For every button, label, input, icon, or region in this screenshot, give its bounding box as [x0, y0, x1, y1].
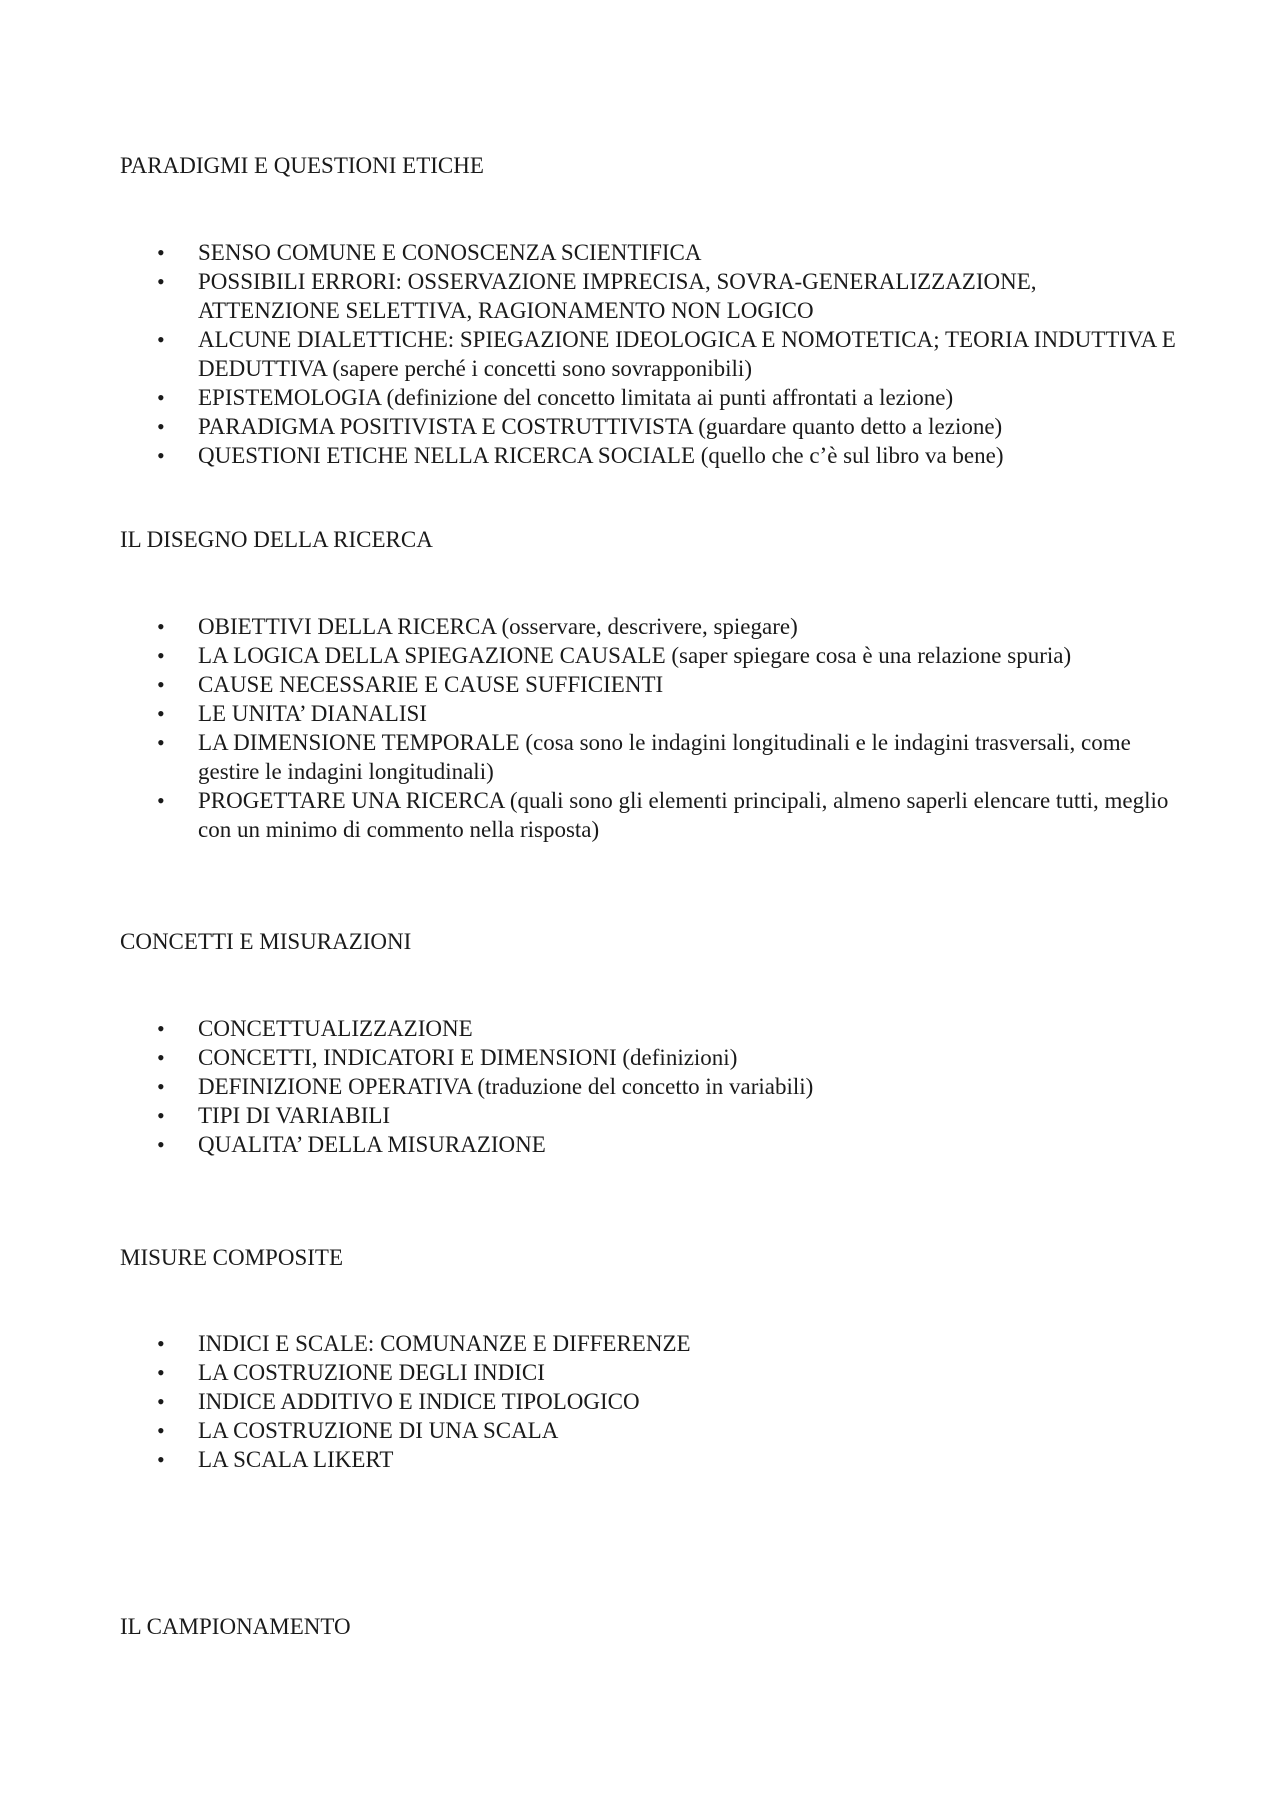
bullet-list-misure	[0, 1329, 1280, 1474]
bullet-list-disegno	[0, 612, 1280, 844]
bullet-icon: •	[157, 1389, 165, 1414]
list-item: • OBIETTIVI DELLA RICERCA (osservare, descrivere, spiegare)	[157, 614, 798, 639]
section-heading-campionamento: IL CAMPIONAMENTO	[120, 1614, 351, 1639]
bullet-icon: •	[157, 1132, 165, 1157]
list-item: • PARADIGMA POSITIVISTA E COSTRUTTIVISTA (guardare quanto detto a lezione)	[157, 414, 1003, 439]
list-item: • CONCETTUALIZZAZIONE	[157, 1016, 473, 1041]
section-heading-concetti: CONCETTI E MISURAZIONI	[120, 929, 412, 954]
list-item: • POSSIBILI ERRORI: OSSERVAZIONE IMPRECISA, SOVRA-GENERALIZZAZIONE, ATTENZIONE SELETTIVA, RAGIONAMENTO NON LOGICO	[157, 269, 1037, 323]
list-item: • ALCUNE DIALETTICHE: SPIEGAZIONE IDEOLOGICA E NOMOTETICA; TEORIA INDUTTIVA E DEDUTTIVA (sapere perché i concetti sono sovrapponibili)	[157, 327, 1176, 381]
section-heading-disegno: IL DISEGNO DELLA RICERCA	[120, 527, 433, 552]
bullet-icon: •	[157, 443, 165, 468]
list-item: • PROGETTARE UNA RICERCA (quali sono gli elementi principali, almeno saperli elencare tutti, meglio con un minimo di commento nella risposta)	[157, 788, 1169, 842]
bullet-icon: •	[157, 240, 165, 265]
list-item: • LA LOGICA DELLA SPIEGAZIONE CAUSALE (saper spiegare cosa è una relazione spuria)	[157, 643, 1072, 668]
bullet-icon: •	[157, 614, 165, 639]
bullet-icon: •	[157, 414, 165, 439]
bullet-icon: •	[157, 672, 165, 697]
list-item: • CAUSE NECESSARIE E CAUSE SUFFICIENTI	[157, 672, 664, 697]
list-item: • QUESTIONI ETICHE NELLA RICERCA SOCIALE (quello che c’è sul libro va bene)	[157, 443, 1004, 468]
bullet-icon: •	[157, 1045, 165, 1070]
list-item: • TIPI DI VARIABILI	[157, 1103, 391, 1128]
list-item: • QUALITA’ DELLA MISURAZIONE	[157, 1132, 546, 1157]
bullet-list-paradigmi	[0, 238, 1280, 470]
bullet-icon: •	[157, 385, 165, 410]
section-heading-paradigmi: PARADIGMI E QUESTIONI ETICHE	[120, 153, 484, 178]
bullet-icon: •	[157, 1418, 165, 1443]
bullet-icon: •	[157, 1074, 165, 1099]
list-item: • EPISTEMOLOGIA (definizione del concetto limitata ai punti affrontati a lezione)	[157, 385, 954, 410]
list-item: • INDICE ADDITIVO E INDICE TIPOLOGICO	[157, 1389, 640, 1414]
list-item: • DEFINIZIONE OPERATIVA (traduzione del concetto in variabili)	[157, 1074, 814, 1099]
list-item: • CONCETTI, INDICATORI E DIMENSIONI (definizioni)	[157, 1045, 738, 1070]
bullet-icon: •	[157, 701, 165, 726]
bullet-icon: •	[157, 1331, 165, 1356]
bullet-icon: •	[157, 1447, 165, 1472]
bullet-icon: •	[157, 327, 165, 352]
section-heading-misure: MISURE COMPOSITE	[120, 1245, 344, 1270]
bullet-icon: •	[157, 788, 165, 813]
list-item: • LA SCALA LIKERT	[157, 1447, 394, 1472]
list-item: • LA DIMENSIONE TEMPORALE (cosa sono le indagini longitudinali e le indagini trasversali, come gestire le indagini longitudinali)	[157, 730, 1131, 784]
bullet-list-concetti	[0, 1014, 1280, 1159]
bullet-icon: •	[157, 1360, 165, 1385]
bullet-icon: •	[157, 643, 165, 668]
bullet-icon: •	[157, 1016, 165, 1041]
bullet-icon: •	[157, 1103, 165, 1128]
list-item: • SENSO COMUNE E CONOSCENZA SCIENTIFICA	[157, 240, 702, 265]
list-item: • LE UNITA’ DIANALISI	[157, 701, 427, 726]
bullet-icon: •	[157, 730, 165, 755]
bullet-icon: •	[157, 269, 165, 294]
list-item: • LA COSTRUZIONE DEGLI INDICI	[157, 1360, 545, 1385]
list-item: • INDICI E SCALE: COMUNANZE E DIFFERENZE	[157, 1331, 691, 1356]
list-item: • LA COSTRUZIONE DI UNA SCALA	[157, 1418, 559, 1443]
